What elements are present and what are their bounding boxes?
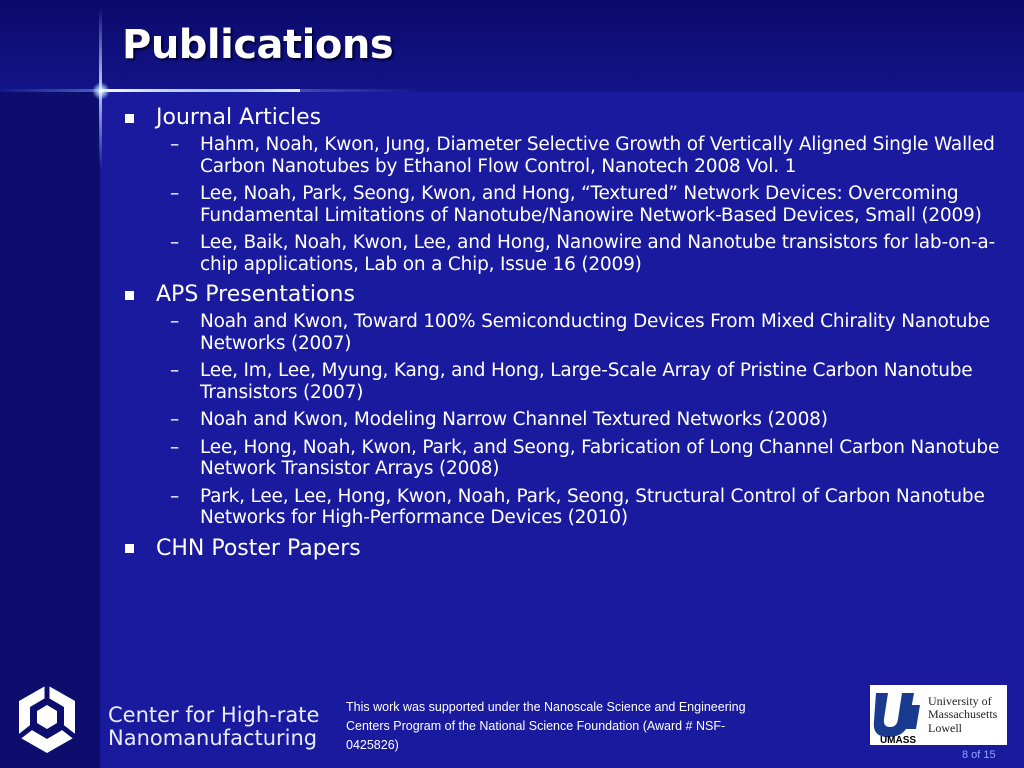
section-item [120,104,1000,275]
publication-entry: Hahm, Noah, Kwon, Jung, Diameter Selective Growth of Vertically Aligned Single Walled Carbon Nanotubes by Ethanol Flow Control, Nanotech 2008 Vol. 1 [200,134,995,177]
section-heading: Journal Articles [156,105,322,130]
list-item [120,183,1000,226]
list-item [120,486,1000,529]
dash-bullet-icon: – [170,183,180,204]
publication-entry: Noah and Kwon, Modeling Narrow Channel Textured Networks (2008) [200,409,828,430]
chn-logo-icon [16,683,78,755]
umass-name [926,685,1007,745]
section-list [120,104,1000,563]
center-name [108,704,319,750]
center-name-line2: Nanomanufacturing [108,726,318,750]
list-item [120,360,1000,403]
umass-line1: University of [928,693,992,708]
publication-entry: Park, Lee, Lee, Hong, Kwon, Noah, Park, Seong, Structural Control of Carbon Nanotube Networks for High-Performance Devices (2010) [200,485,985,528]
sub-list [120,134,1000,275]
list-item [120,409,1000,431]
section-heading-row [120,535,1000,563]
glow-intersection [92,82,110,100]
umass-line3: Lowell [928,720,962,735]
section-item [120,535,1000,563]
section-heading: CHN Poster Papers [156,535,361,561]
square-bullet-icon [125,291,134,300]
dash-bullet-icon: – [170,485,180,507]
section-heading-row [120,104,1000,132]
dash-bullet-icon: – [170,232,180,253]
umass-mark-icon [870,685,926,745]
section-item [120,281,1000,529]
dash-bullet-icon: – [170,409,180,430]
umass-logo [870,685,1007,745]
section-heading: APS Presentations [156,282,355,307]
dash-bullet-icon: – [170,360,180,381]
list-item [120,134,1000,177]
dash-bullet-icon: – [170,134,180,155]
slide-title: Publications [122,22,394,68]
list-item [120,232,1000,275]
dash-bullet-icon: – [170,311,180,332]
square-bullet-icon [125,114,134,123]
publication-entry: Lee, Noah, Park, Seong, Kwon, and Hong, “Textured” Network Devices: Overcoming Fundamental Limitations of Nanotube/Nanowire Network-Based Devices, Small (2009) [200,183,982,226]
dash-bullet-icon: – [170,436,180,458]
left-band [0,0,100,768]
umass-line2: Massachusetts [928,707,998,722]
square-bullet-icon [125,544,134,553]
slide-content [120,104,1000,567]
publication-entry: Lee, Baik, Noah, Kwon, Lee, and Hong, Nanowire and Nanotube transistors for lab-on-a-chip applications, Lab on a Chip, Issue 16 (2009) [200,232,996,275]
publication-entry: Lee, Hong, Noah, Kwon, Park, and Seong, Fabrication of Long Channel Carbon Nanotube Network Transistor Arrays (2008) [200,436,1000,479]
publication-entry: Lee, Im, Lee, Myung, Kang, and Hong, Large-Scale Array of Pristine Carbon Nanotube Transistors (2007) [200,360,973,403]
publication-entry: Noah and Kwon, Toward 100% Semiconducting Devices From Mixed Chirality Nanotube Networks (2007) [200,311,990,354]
sub-list [120,311,1000,529]
umass-mark-text: UMASS [879,735,917,745]
section-heading-row [120,281,1000,309]
center-name-line1: Center for High-rate [108,703,320,727]
list-item [120,311,1000,354]
glow-line-horizontal-right [100,89,420,92]
page-number: 8 of 15 [962,749,996,761]
support-text: This work was supported under the Nanoscale Science and Engineering Centers Program of the National Science Foundation (Award # NSF-0425826) [346,700,746,752]
list-item [120,437,1000,480]
